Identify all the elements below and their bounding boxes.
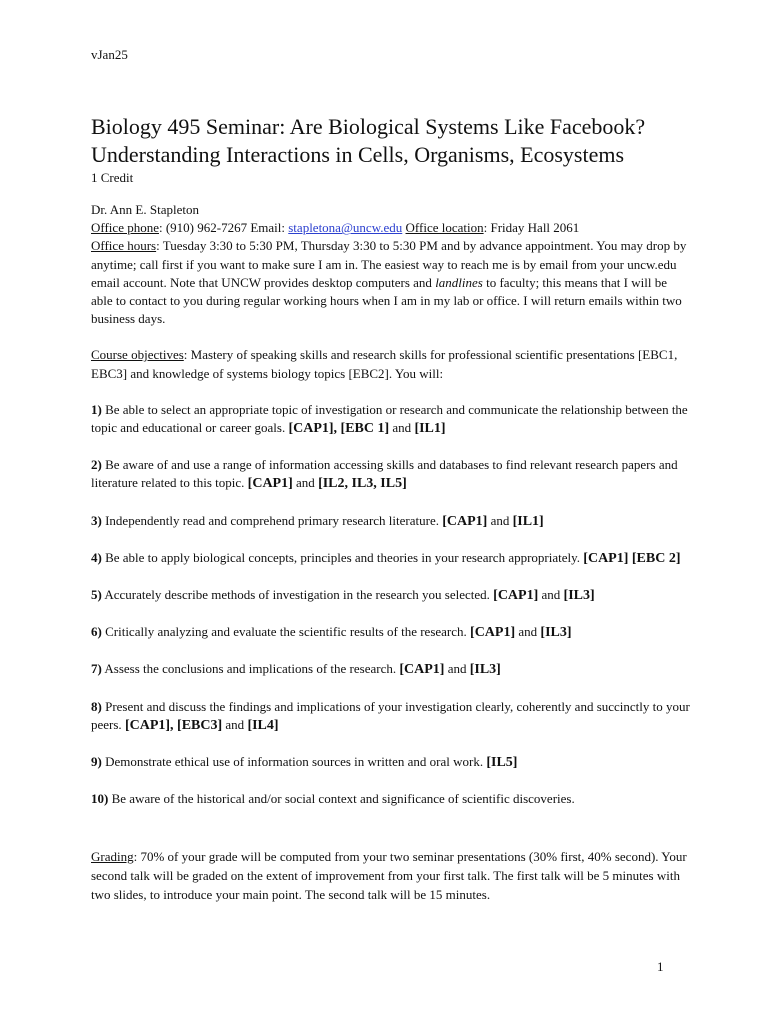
objective-number: 8) <box>91 698 102 714</box>
objective-tags: [CAP1], [EBC3] <box>124 717 223 733</box>
office-phone-value: : (910) 962-7267 Email: <box>158 220 289 236</box>
objective-and: and <box>515 624 541 640</box>
office-hours-text-2: to faculty; this means that I will be able to contact to you during regular working hours when I am in my lab or office. I will return emails within two business days. <box>91 274 682 327</box>
office-location-value: : Friday Hall 2061 <box>483 220 580 236</box>
objective-text: Be aware of the historical and/or social context and significance of scientific discoveries. <box>108 791 575 807</box>
objective-number: 9) <box>91 754 102 770</box>
objective-number: 2) <box>91 457 102 473</box>
email-link[interactable]: stapletona@uncw.edu <box>288 220 403 236</box>
objective-item <box>91 512 691 531</box>
objective-tags: [CAP1], [EBC 1] <box>288 421 390 437</box>
objective-tags: [CAP1] <box>493 588 539 604</box>
title-line-2: Understanding Interactions in Cells, Organisms, Ecosystems <box>91 142 625 167</box>
objective-tags: [CAP1] <box>399 662 445 678</box>
objectives-label: Course objectives <box>91 347 184 363</box>
objective-text: Be able to select an appropriate topic of investigation or research and communicate the relationship between the topic and educational or career goals. <box>91 401 688 436</box>
objective-text: Accurately describe methods of investigation in the research you selected. <box>101 587 494 603</box>
credit-label: 1 Credit <box>91 170 134 185</box>
instructor-name: Dr. Ann E. Stapleton <box>91 202 199 217</box>
objective-text: Be able to apply biological concepts, principles and theories in your research appropriately. <box>101 549 584 565</box>
objective-tags-2: [IL2, IL3, IL5] <box>318 476 407 492</box>
objective-item <box>91 790 691 809</box>
office-hours-text: : Tuesday 3:30 to 5:30 PM, Thursday 3:30 to 5:30 PM and by advance appointment. You may drop by anytime; call first if you want to make sure I am in. The easiest way to reach me is by email from your uncw.edu email account. Note that UNCW provides desktop computers and <box>91 238 687 290</box>
objective-item <box>91 698 691 735</box>
objective-and: and <box>538 587 564 603</box>
objective-list <box>91 401 691 810</box>
objective-text: Demonstrate ethical use of information sources in written and oral work. <box>101 754 487 770</box>
contact-info <box>91 201 691 328</box>
objective-text: Be aware of and use a range of information accessing skills and databases to find relevant research papers and literature related to this topic. <box>91 457 678 491</box>
objective-tags: [CAP1] <box>470 625 516 641</box>
objective-item <box>91 586 691 605</box>
objective-number: 1) <box>91 401 102 417</box>
objective-tags-2: [IL3] <box>469 662 501 678</box>
objective-and: and <box>222 716 248 732</box>
objective-number: 5) <box>91 587 102 603</box>
objective-tags-2: [IL4] <box>247 717 279 733</box>
objective-and: and <box>292 475 319 491</box>
objective-tags: [CAP1] [EBC 2] <box>583 550 681 566</box>
title-line-1: Biology 495 Seminar: Are Biological Systems Like Facebook? <box>91 114 646 139</box>
objective-text: Assess the conclusions and implications of the research. <box>101 661 400 677</box>
syllabus-body <box>91 201 691 827</box>
objective-number: 10) <box>91 791 109 807</box>
objective-tags-2: [IL1] <box>414 421 446 437</box>
grading-text: : 70% of your grade will be computed from your two seminar presentations (30% first, 40% second). Your second talk will be graded on the extent of improvement from your first talk. The first talk will be 5 minutes with two slides, to introduce your main point. The second talk will be 15 minutes. <box>91 849 687 902</box>
office-location-label: Office location <box>405 220 484 236</box>
grading-section <box>91 847 691 904</box>
objective-item <box>91 660 691 679</box>
objective-and: and <box>444 661 470 677</box>
objective-number: 7) <box>91 661 102 677</box>
office-phone-label: Office phone <box>91 220 159 236</box>
objective-tags-2: [IL1] <box>512 513 544 529</box>
objective-text: Critically analyzing and evaluate the scientific results of the research. <box>101 624 471 640</box>
objectives-intro-text: : Mastery of speaking skills and research skills for professional scientific presentations [EBC1, EBC3] and knowledge of systems biology topics [EBC2]. You will: <box>91 347 678 381</box>
objective-tags-2: [IL3] <box>540 625 572 641</box>
page-number: 1 <box>657 959 664 974</box>
office-hours-label: Office hours <box>91 238 157 254</box>
objectives-intro <box>91 346 691 382</box>
objective-item <box>91 456 691 493</box>
objective-item <box>91 753 691 772</box>
page-title <box>91 113 711 169</box>
landlines-italic: landlines <box>435 274 483 290</box>
grading-label: Grading <box>91 849 134 864</box>
objective-number: 6) <box>91 624 102 640</box>
objective-item <box>91 623 691 642</box>
title-block <box>91 113 711 187</box>
version-label: vJan25 <box>91 47 128 62</box>
objective-tags: [CAP1] <box>442 513 488 529</box>
objective-number: 3) <box>91 512 102 528</box>
objective-item <box>91 549 691 568</box>
objective-item <box>91 401 691 438</box>
objective-and: and <box>389 420 415 436</box>
objective-tags: [CAP1] <box>247 476 293 492</box>
objective-and: and <box>487 512 513 528</box>
objective-tags-2: [IL3] <box>563 588 595 604</box>
objective-text: Present and discuss the findings and implications of your investigation clearly, coherently and succinctly to your peers. <box>91 698 690 732</box>
objective-number: 4) <box>91 549 102 565</box>
objective-text: Independently read and comprehend primary research literature. <box>101 512 443 528</box>
objective-tags: [IL5] <box>486 755 518 771</box>
